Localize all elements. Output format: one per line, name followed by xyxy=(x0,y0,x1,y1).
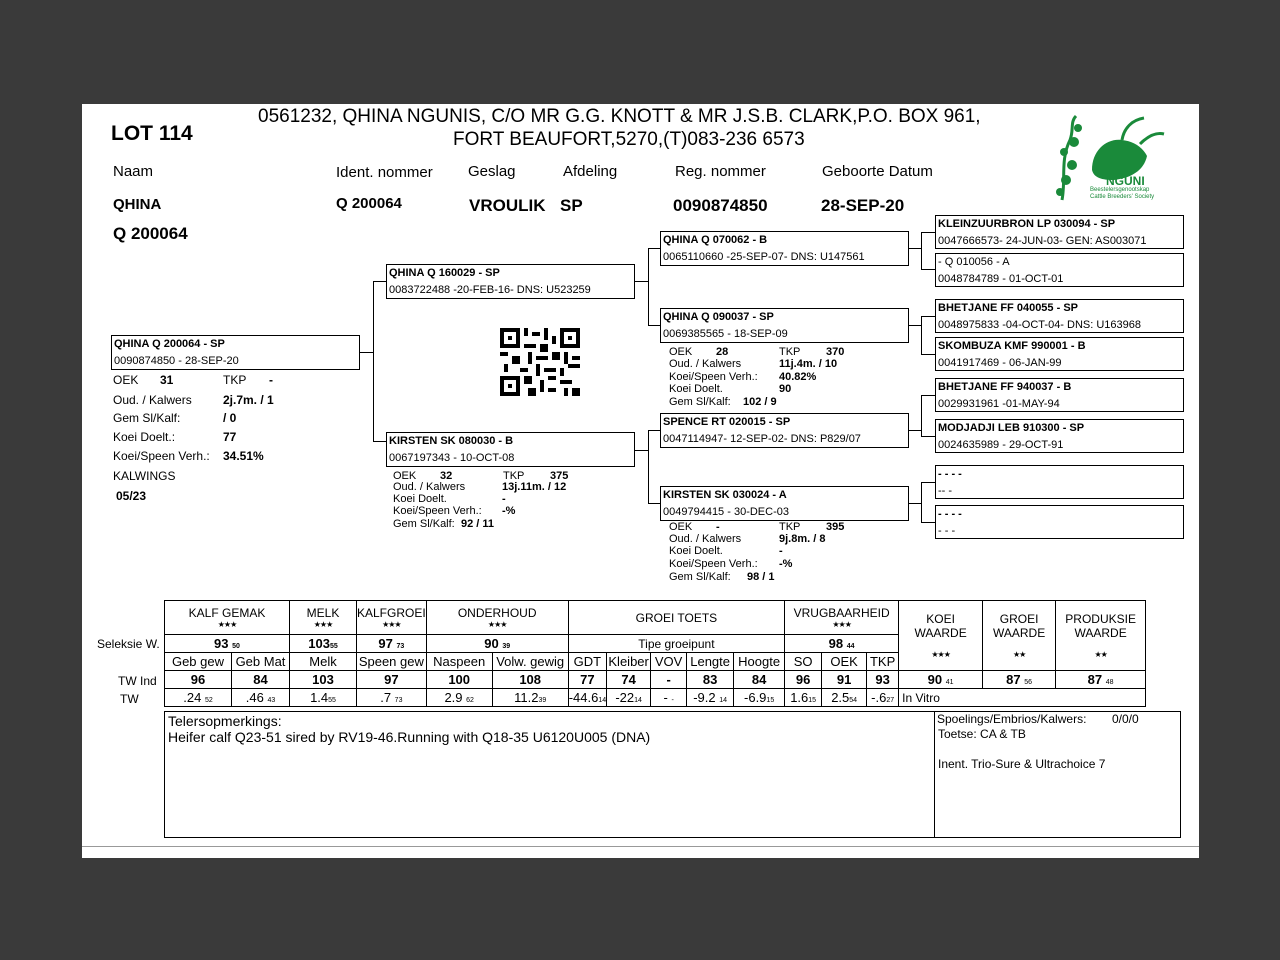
group-melk xyxy=(290,601,357,635)
group-vrugbaarheid xyxy=(785,601,899,635)
seleksie-onderhoud xyxy=(426,635,568,653)
ds-reg: 0047114947- 12-SEP-02- DNS: P829/07 xyxy=(663,433,861,445)
ggp-name: - Q 010056 - A xyxy=(938,256,1010,268)
sd-oek-label: OEK xyxy=(669,346,693,358)
dam-tkp-value: 375 xyxy=(550,470,569,482)
pedigree-ggp-5 xyxy=(935,378,1184,412)
pedigree-ggp-1 xyxy=(935,215,1184,249)
tw-cell xyxy=(687,689,734,707)
col-header: VOV xyxy=(651,653,687,671)
col-header: Geb Mat xyxy=(232,653,290,671)
col-header: Melk xyxy=(290,653,357,671)
ggp-reg: - - - xyxy=(938,525,956,537)
waarde-value: 90 xyxy=(927,672,943,687)
dd-verh-label: Koei/Speen Verh.: xyxy=(669,558,758,570)
sd-name: QHINA Q 090037 - SP xyxy=(663,311,774,323)
animal-reg: 0090874850 xyxy=(673,196,768,215)
subject-gem-label: Gem Sl/Kalf: xyxy=(113,411,181,425)
dam-gem-label: Gem Sl/Kalf: xyxy=(393,518,455,530)
tw-cell xyxy=(357,689,427,707)
ggp-reg: 0029931961 -01-MAY-94 xyxy=(938,398,1060,410)
group-label: MELK xyxy=(306,606,340,620)
seleksie-value: 98 xyxy=(828,636,844,651)
tw-cell xyxy=(290,689,357,707)
performance-table xyxy=(164,600,1146,707)
pedigree-dam-dam xyxy=(660,486,909,521)
tw-sub: 15 xyxy=(766,697,775,704)
seleksie-value: 103 xyxy=(308,636,330,651)
sd-oud-label: Oud. / Kalwers xyxy=(669,358,742,370)
col-header: Lengte xyxy=(687,653,734,671)
tw-cell xyxy=(734,689,785,707)
dd-gem-value: 98 / 1 xyxy=(747,571,775,583)
dd-oud-value: 9j.8m. / 8 xyxy=(779,533,826,545)
tipe-groeipunt: Tipe groeipunt xyxy=(568,635,784,653)
seleksie-sub: 73 xyxy=(396,643,405,650)
subject-doelt-value: 77 xyxy=(223,430,237,444)
seleksie-value: 90 xyxy=(484,636,499,651)
seleksie-sub: 55 xyxy=(329,643,338,650)
qr-code xyxy=(500,328,580,396)
ggp-name: MODJADJI LEB 910300 - SP xyxy=(938,422,1085,434)
header-naam: Naam xyxy=(113,163,154,180)
tw-cell xyxy=(867,689,899,707)
ggp-reg: 0024635989 - 29-OCT-91 xyxy=(938,439,1064,451)
dd-tkp-label: TKP xyxy=(779,521,801,533)
rating-stars: ★★★ xyxy=(382,620,401,629)
twind-cell: 100 xyxy=(426,671,492,689)
col-header: Volw. gewig xyxy=(492,653,568,671)
tw-sub: 15 xyxy=(808,697,817,704)
sd-oek-value: 28 xyxy=(716,346,729,358)
dam-tkp-label: TKP xyxy=(503,470,525,482)
sd-gem-value: 102 / 9 xyxy=(743,396,777,408)
seleksie-kalfgroei xyxy=(357,635,427,653)
ss-name: QHINA Q 070062 - B xyxy=(663,234,768,246)
pedigree-ggp-8 xyxy=(935,505,1184,539)
twind-cell: 77 xyxy=(568,671,606,689)
header-reg: Reg. nommer xyxy=(675,163,766,180)
tw-cell xyxy=(822,689,867,707)
group-kalfgroei xyxy=(357,601,427,635)
col-header: Hoogte xyxy=(734,653,785,671)
tw-sub: 14 xyxy=(634,697,642,704)
spoelings-label: Spoelings/Embrios/Kalwers: xyxy=(937,712,1087,726)
tw-sub: 39 xyxy=(538,697,547,704)
pedigree-sire-sire xyxy=(660,231,909,266)
group-label: GROEI TOETS xyxy=(635,610,718,625)
ggp-name: BHETJANE FF 940037 - B xyxy=(938,381,1072,393)
group-kalf-gemak xyxy=(165,601,290,635)
tw-value: 2.5 xyxy=(831,690,850,705)
dd-oud-label: Oud. / Kalwers xyxy=(669,533,742,545)
dd-name: KIRSTEN SK 030024 - A xyxy=(663,489,787,501)
tw-sub: 54 xyxy=(849,697,858,704)
tw-value: 2.9 xyxy=(444,690,463,705)
ggp-name: - - - - xyxy=(938,468,962,480)
tw-cell xyxy=(568,689,606,707)
tw-cell xyxy=(492,689,568,707)
breeder-address-line2: FORT BEAUFORT,5270,(T)083-236 6573 xyxy=(453,129,805,150)
lot-number: LOT 114 xyxy=(111,122,193,145)
dam-oud-label: Oud. / Kalwers xyxy=(393,481,466,493)
rating-stars: ★★ xyxy=(1012,650,1026,659)
subject-verh-label: Koei/Speen Verh.: xyxy=(113,449,210,463)
tw-sub: 14 xyxy=(719,697,728,704)
pedigree-ggp-7 xyxy=(935,465,1184,499)
waarde-sub: 56 xyxy=(1024,679,1033,686)
header-geslag: Geslag xyxy=(468,163,516,180)
ggp-name: SKOMBUZA KMF 990001 - B xyxy=(938,340,1086,352)
dam-verh-label: Koei/Speen Verh.: xyxy=(393,505,482,517)
pedigree-sire-dam xyxy=(660,308,909,343)
seleksie-sub: 44 xyxy=(846,643,855,650)
spoelings-value: 0/0/0 xyxy=(1112,712,1139,726)
dd-oek-value: - xyxy=(716,521,720,533)
tw-value: .7 xyxy=(380,690,392,705)
col-header: TKP xyxy=(867,653,899,671)
breeder-address-line1: 0561232, QHINA NGUNIS, C/O MR G.G. KNOTT & MR J.S.B. CLARK,P.O. BOX 961, xyxy=(258,106,981,127)
dd-gem-label: Gem Sl/Kalf: xyxy=(669,571,731,583)
rating-stars: ★★★ xyxy=(931,650,950,659)
tw-value: -44.6 xyxy=(568,690,599,705)
pedigree-ggp-4 xyxy=(935,337,1184,371)
ggp-name: KLEINZUURBRON LP 030094 - SP xyxy=(938,218,1116,230)
sd-gem-label: Gem Sl/Kalf: xyxy=(669,396,731,408)
sd-tkp-label: TKP xyxy=(779,346,801,358)
rating-stars: ★★★ xyxy=(487,620,507,629)
group-label: ONDERHOUD xyxy=(457,606,537,620)
ggp-reg: 0047666573- 24-JUN-03- GEN: AS003071 xyxy=(938,235,1147,247)
twind-label: TW Ind xyxy=(118,674,157,688)
header-afdeling: Afdeling xyxy=(563,163,618,180)
col-header: Naspeen xyxy=(426,653,492,671)
animal-id-secondary: Q 200064 xyxy=(113,224,188,243)
rating-stars: ★★★ xyxy=(313,620,333,629)
col-header: GDT xyxy=(568,653,606,671)
subject-oud-value: 2j.7m. / 1 xyxy=(223,393,274,407)
in-vitro-label: In Vitro xyxy=(899,689,1146,707)
tw-value: -22 xyxy=(615,690,635,705)
group-label: GROEI WAARDE xyxy=(993,612,1046,640)
sire-name: QHINA Q 160029 - SP xyxy=(389,267,500,279)
tw-value: 11.2 xyxy=(514,690,539,705)
sd-tkp-value: 370 xyxy=(826,346,845,358)
seleksie-sub: 39 xyxy=(502,643,511,650)
groei-waarde-value xyxy=(983,671,1056,689)
ggp-reg: 0048975833 -04-OCT-04- DNS: U163968 xyxy=(938,319,1142,331)
group-label: PRODUKSIE WAARDE xyxy=(1065,612,1136,640)
pedigree-dam xyxy=(386,432,635,467)
dam-oud-value: 13j.11m. / 12 xyxy=(502,481,567,493)
tw-sub: 73 xyxy=(394,697,403,704)
toetse-text: Toetse: CA & TB xyxy=(938,727,1026,741)
twind-cell: 74 xyxy=(607,671,651,689)
group-label: KALF GEMAK xyxy=(188,606,266,620)
seleksie-value: 93 xyxy=(214,636,229,651)
tw-cell xyxy=(165,689,232,707)
animal-sex: VROULIK xyxy=(469,196,546,215)
twind-cell: 93 xyxy=(867,671,899,689)
sire-reg: 0083722488 -20-FEB-16- DNS: U523259 xyxy=(389,284,591,296)
twind-cell: 91 xyxy=(822,671,867,689)
sd-doelt-value: 90 xyxy=(779,383,792,395)
waarde-value: 87 xyxy=(1087,672,1103,687)
group-label: VRUGBAARHEID xyxy=(793,606,890,620)
group-onderhoud xyxy=(426,601,568,635)
col-header: SO xyxy=(785,653,822,671)
col-header: Kleiber xyxy=(608,654,649,669)
subject-name: QHINA Q 200064 - SP xyxy=(114,338,225,350)
rating-stars: ★★ xyxy=(1094,650,1107,659)
subject-reg: 0090874850 - 28-SEP-20 xyxy=(114,355,239,367)
remarks-text: Heifer calf Q23-51 sired by RV19-46.Running with Q18-35 U6120U005 (DNA) xyxy=(168,729,651,745)
ggp-reg: -- - xyxy=(938,485,953,497)
dam-name: KIRSTEN SK 080030 - B xyxy=(389,435,514,447)
pedigree-dam-sire xyxy=(660,413,909,448)
dd-reg: 0049794415 - 30-DEC-03 xyxy=(663,506,789,518)
ss-reg: 0065110660 -25-SEP-07- DNS: U147561 xyxy=(663,251,865,263)
subject-oud-label: Oud. / Kalwers xyxy=(113,393,192,407)
animal-name: QHINA xyxy=(113,196,162,213)
group-groei-toets xyxy=(568,601,784,635)
dam-oek-label: OEK xyxy=(393,470,417,482)
ggp-reg: 0048784789 - 01-OCT-01 xyxy=(938,273,1064,285)
subject-gem-value: / 0 xyxy=(223,411,237,425)
tw-value: - xyxy=(663,690,668,705)
col-header: Geb gew xyxy=(165,653,232,671)
ds-name: SPENCE RT 020015 - SP xyxy=(663,416,791,428)
tw-cell xyxy=(785,689,822,707)
ggp-reg: 0041917469 - 06-JAN-99 xyxy=(938,357,1062,369)
rating-stars: ★★★ xyxy=(832,620,851,629)
dd-doelt-value: - xyxy=(779,545,783,557)
inent-text: Inent. Trio-Sure & Ultrachoice 7 xyxy=(938,757,1106,771)
col-header: OEK xyxy=(822,653,867,671)
twind-cell: 96 xyxy=(165,671,232,689)
waarde-sub: 48 xyxy=(1105,679,1114,686)
logo-subtitle-2: Cattle Breeders' Society xyxy=(1090,194,1155,200)
tw-sub: 27 xyxy=(886,697,895,704)
dd-verh-value: -% xyxy=(779,558,793,570)
group-label: KALFGROEI xyxy=(357,606,426,620)
tw-value: -.6 xyxy=(871,690,887,705)
tw-sub: 62 xyxy=(466,697,474,704)
waarde-value: 87 xyxy=(1006,672,1021,687)
dam-verh-value: -% xyxy=(502,505,516,517)
logo-title: NGUNI xyxy=(1106,174,1145,188)
twind-cell: 83 xyxy=(687,671,734,689)
tw-label: TW xyxy=(120,692,139,706)
subject-tkp-value: - xyxy=(269,373,273,387)
pedigree-ggp-2 xyxy=(935,253,1184,287)
group-groei-waarde xyxy=(983,601,1056,671)
koei-waarde-value xyxy=(899,671,983,689)
tw-value: -6.9 xyxy=(744,690,767,705)
tw-value: .24 xyxy=(183,690,202,705)
seleksie-vrug xyxy=(785,635,899,653)
twind-cell: 84 xyxy=(734,671,785,689)
subject-tkp-label: TKP xyxy=(223,373,247,387)
dam-reg: 0067197343 - 10-OCT-08 xyxy=(389,452,515,464)
dam-doelt-value: - xyxy=(502,493,506,505)
header-ident: Ident. nommer xyxy=(336,164,433,181)
kalwings-label: KALWINGS xyxy=(113,469,176,483)
ggp-name: BHETJANE FF 040055 - SP xyxy=(938,302,1078,314)
twind-cell: - xyxy=(651,671,687,689)
dd-tkp-value: 395 xyxy=(826,521,845,533)
pedigree-ggp-3 xyxy=(935,299,1184,333)
sd-doelt-label: Koei Doelt. xyxy=(669,383,723,395)
pedigree-subject xyxy=(111,335,360,370)
col-header: Speen gew xyxy=(357,653,427,671)
animal-birthdate: 28-SEP-20 xyxy=(821,196,905,215)
dd-oek-label: OEK xyxy=(669,521,693,533)
animal-section: SP xyxy=(560,196,583,215)
twind-cell: 84 xyxy=(232,671,290,689)
tw-cell xyxy=(651,689,687,707)
dam-doelt-label: Koei Doelt. xyxy=(393,493,447,505)
twind-cell: 97 xyxy=(357,671,427,689)
subject-doelt-label: Koei Doelt.: xyxy=(113,430,176,444)
pedigree-sire xyxy=(386,264,635,299)
sd-verh-label: Koei/Speen Verh.: xyxy=(669,371,758,383)
waarde-sub: 41 xyxy=(945,679,954,686)
tw-cell xyxy=(426,689,492,707)
group-label: KOEI WAARDE xyxy=(914,612,967,640)
tw-sub: 55 xyxy=(328,697,336,704)
twind-cell: 108 xyxy=(492,671,568,689)
tw-sub: 14 xyxy=(598,697,607,704)
tw-sub: 52 xyxy=(204,697,213,704)
animal-ident: Q 200064 xyxy=(336,195,402,212)
sd-verh-value: 40.82% xyxy=(779,371,817,383)
dam-gem-value: 92 / 11 xyxy=(461,518,495,530)
group-produksie-waarde xyxy=(1056,601,1146,671)
remarks-title: Telersopmerkings: xyxy=(168,713,282,729)
produksie-waarde-value xyxy=(1056,671,1146,689)
tw-sub: 43 xyxy=(267,697,276,704)
seleksie-sub: 50 xyxy=(232,643,240,650)
seleksie-value: 97 xyxy=(378,636,393,651)
group-koei-waarde xyxy=(899,601,983,671)
seleksie-melk xyxy=(290,635,357,653)
subject-oek-label: OEK xyxy=(113,373,139,387)
kalwings-value: 05/23 xyxy=(116,489,147,503)
header-geboorte: Geboorte Datum xyxy=(822,163,933,180)
tw-value: 1.6 xyxy=(790,690,809,705)
seleksie-label: Seleksie W. xyxy=(97,637,160,651)
seleksie-kalf xyxy=(165,635,290,653)
logo-subtitle-1: Beestelersgenootskap xyxy=(1090,187,1150,193)
dam-oek-value: 32 xyxy=(440,470,453,482)
tw-value: 1.4 xyxy=(310,690,329,705)
tw-cell xyxy=(232,689,290,707)
sd-reg: 0069385565 - 18-SEP-09 xyxy=(663,328,788,340)
subject-verh-value: 34.51% xyxy=(223,449,264,463)
tw-cell xyxy=(607,689,651,707)
subject-oek-value: 31 xyxy=(160,373,174,387)
ggp-name: - - - - xyxy=(938,508,962,520)
twind-cell: 103 xyxy=(290,671,357,689)
sd-oud-value: 11j.4m. / 10 xyxy=(779,358,838,370)
pedigree-ggp-6 xyxy=(935,419,1184,453)
tw-value: .46 xyxy=(245,690,264,705)
rating-stars: ★★★ xyxy=(217,620,237,629)
dd-doelt-label: Koei Doelt. xyxy=(669,545,723,557)
twind-cell: 96 xyxy=(785,671,822,689)
tw-sub: - xyxy=(671,697,674,704)
tw-value: -9.2 xyxy=(693,690,716,705)
